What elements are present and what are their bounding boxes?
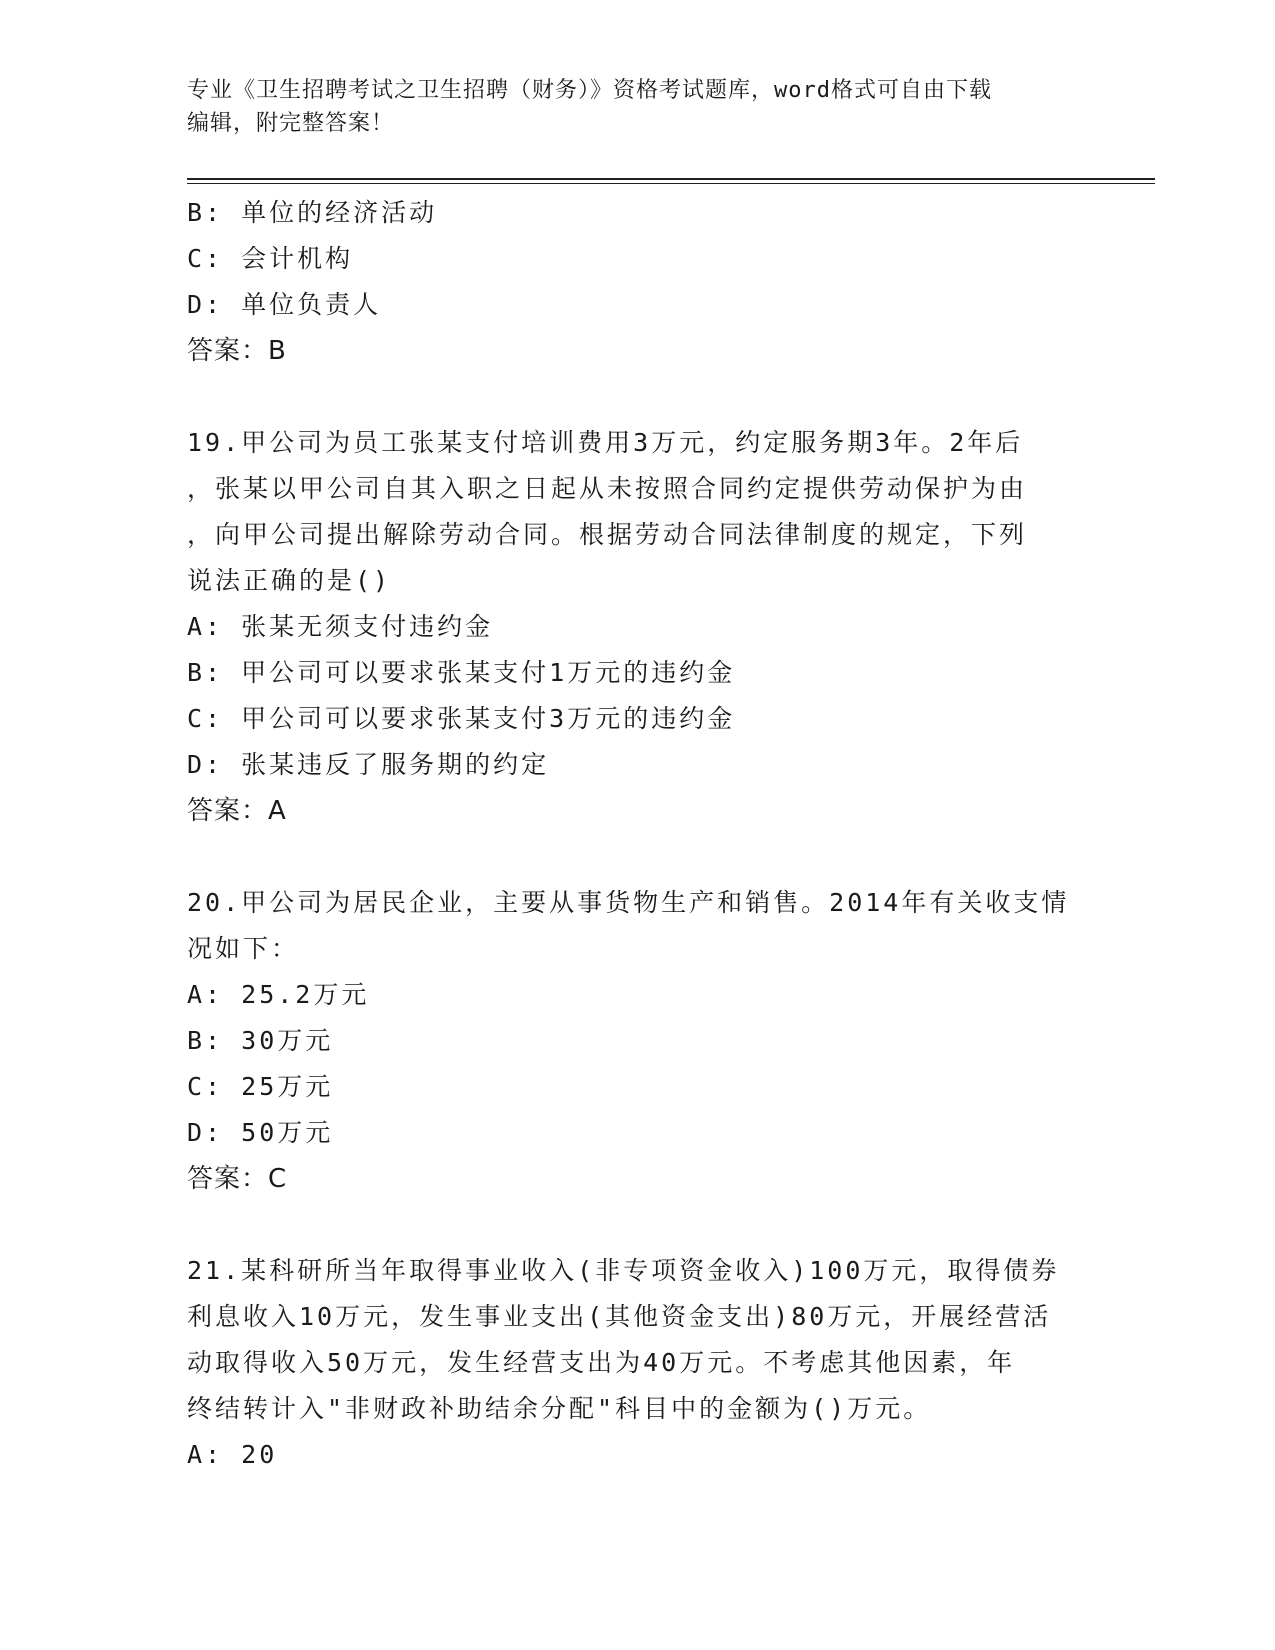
question-text-line: 利息收入10万元，发生事业支出(其他资金支出)80万元，开展经营活 [187,1302,1052,1331]
option-b: B: 甲公司可以要求张某支付1万元的违约金 [187,658,736,687]
option-c: C: 会计机构 [187,244,354,273]
header-divider-thick [187,178,1155,180]
question-content [187,190,1087,1478]
question-text-line: ，张某以甲公司自其入职之日起从未按照合同约定提供劳动保护为由 [187,474,1028,503]
option-d: D: 张某违反了服务期的约定 [187,750,550,779]
option-a: A: 20 [187,1440,278,1469]
question-text-line: 21.某科研所当年取得事业收入(非专项资金收入)100万元，取得债券 [187,1256,1060,1285]
answer-label: 答案：C [187,1164,288,1194]
option-c: C: 25万元 [187,1072,334,1101]
option-a: A: 张某无须支付违约金 [187,612,494,641]
spacer [187,1202,1087,1248]
question-20 [187,880,1087,1202]
question-text-line: 况如下： [187,934,300,963]
question-21 [187,1248,1087,1478]
question-text-line: 20.甲公司为居民企业，主要从事货物生产和销售。2014年有关收支情 [187,888,1070,917]
question-text-line: 说法正确的是() [187,566,392,595]
spacer [187,834,1087,880]
question-19 [187,420,1087,834]
question-text-line: 19.甲公司为员工张某支付培训费用3万元，约定服务期3年。2年后 [187,428,1024,457]
option-b: B: 单位的经济活动 [187,198,438,227]
option-d: D: 单位负责人 [187,290,382,319]
document-header [187,74,1087,140]
option-b: B: 30万元 [187,1026,334,1055]
option-c: C: 甲公司可以要求张某支付3万元的违约金 [187,704,736,733]
option-d: D: 50万元 [187,1118,334,1147]
question-text-line: 动取得收入50万元，发生经营支出为40万元。不考虑其他因素，年 [187,1348,1016,1377]
answer-label: 答案：A [187,796,287,826]
question-text-line: ，向甲公司提出解除劳动合同。根据劳动合同法律制度的规定，下列 [187,520,1028,549]
answer-label: 答案：B [187,336,287,366]
question-text-line: 终结转计入"非财政补助结余分配"科目中的金额为()万元。 [187,1394,932,1423]
spacer [187,374,1087,420]
header-line-2: 编辑，附完整答案！ [187,111,395,136]
header-divider-thin [187,183,1155,184]
option-a: A: 25.2万元 [187,980,370,1009]
header-line-1: 专业《卫生招聘考试之卫生招聘（财务）》资格考试题库，word格式可自由下载 [187,78,992,103]
question-18 [187,190,1087,374]
